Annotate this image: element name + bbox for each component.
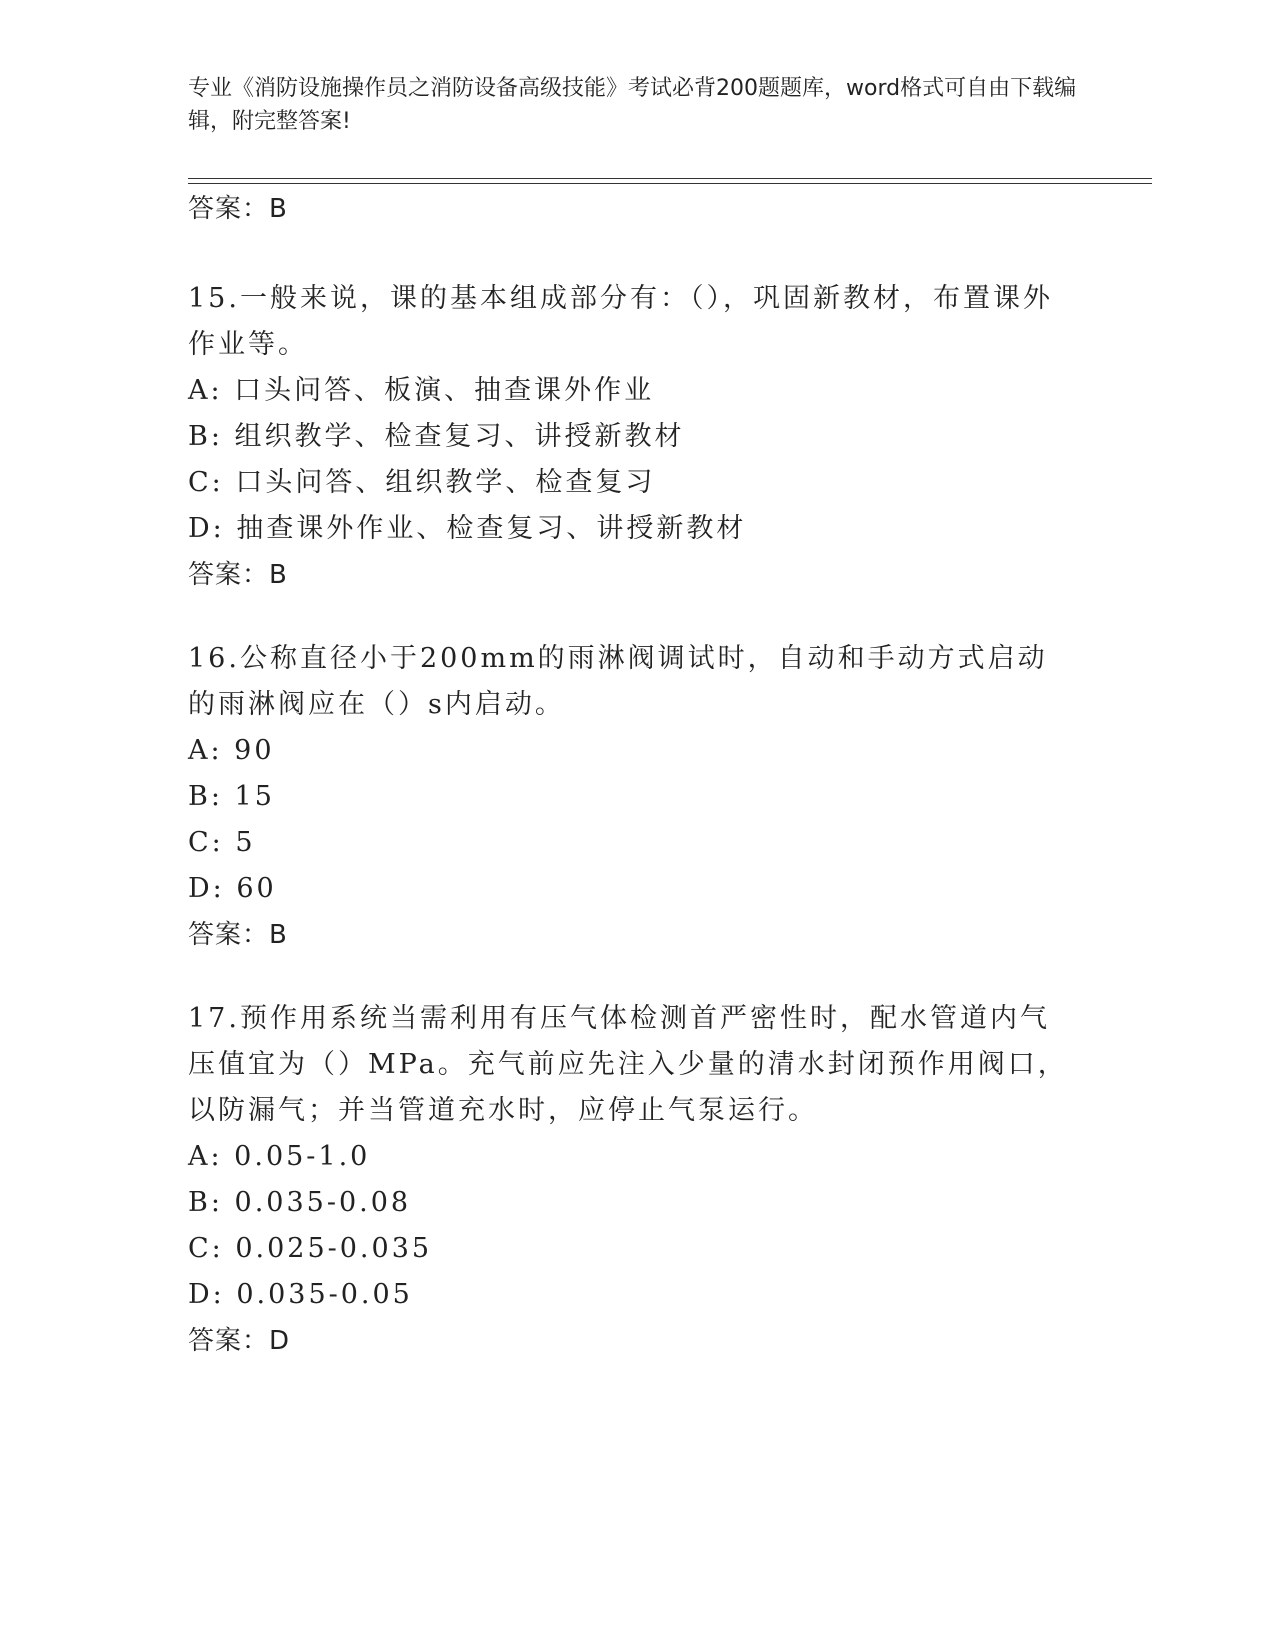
option-c: C: 口头问答、组织教学、检查复习 bbox=[188, 467, 656, 498]
option-d: D: 60 bbox=[188, 873, 277, 904]
option-b: B: 15 bbox=[188, 781, 275, 812]
option-b: B: 组织教学、检查复习、讲授新教材 bbox=[188, 421, 685, 452]
option-a: A: 0.05-1.0 bbox=[188, 1141, 371, 1172]
previous-answer-block bbox=[188, 186, 1088, 232]
option-d: D: 0.035-0.05 bbox=[188, 1279, 413, 1310]
option-a: A: 口头问答、板演、抽查课外作业 bbox=[188, 375, 655, 406]
answer-label: 答案：D bbox=[188, 1326, 291, 1356]
option-c: C: 0.025-0.035 bbox=[188, 1233, 433, 1264]
option-c: C: 5 bbox=[188, 827, 256, 858]
option-a: A: 90 bbox=[188, 735, 275, 766]
question-stem: 17.预作用系统当需利用有压气体检测首严密性时，配水管道内气压值宜为（）MPa。充气前应先注入少量的清水封闭预作用阀口，以防漏气；并当管道充水时，应停止气泵运行。 bbox=[188, 1003, 1068, 1126]
option-d: D: 抽查课外作业、检查复习、讲授新教材 bbox=[188, 513, 747, 544]
document-header: 专业《消防设施操作员之消防设备高级技能》考试必背200题题库，word格式可自由下载编辑，附完整答案! bbox=[188, 76, 1077, 134]
answer-label: 答案：B bbox=[188, 920, 288, 950]
answer-label: 答案：B bbox=[188, 194, 288, 224]
option-b: B: 0.035-0.08 bbox=[188, 1187, 412, 1218]
header-divider-bottom bbox=[188, 183, 1152, 184]
question-stem: 15.一般来说，课的基本组成部分有：（），巩固新教材，布置课外作业等。 bbox=[188, 283, 1053, 360]
question-15 bbox=[188, 276, 1088, 598]
question-stem: 16.公称直径小于200mm的雨淋阀调试时，自动和手动方式启动的雨淋阀应在（）s内启动。 bbox=[188, 643, 1048, 720]
answer-label: 答案：B bbox=[188, 560, 288, 590]
header-divider-top bbox=[188, 178, 1152, 179]
question-16 bbox=[188, 636, 1088, 958]
question-17 bbox=[188, 996, 1088, 1364]
